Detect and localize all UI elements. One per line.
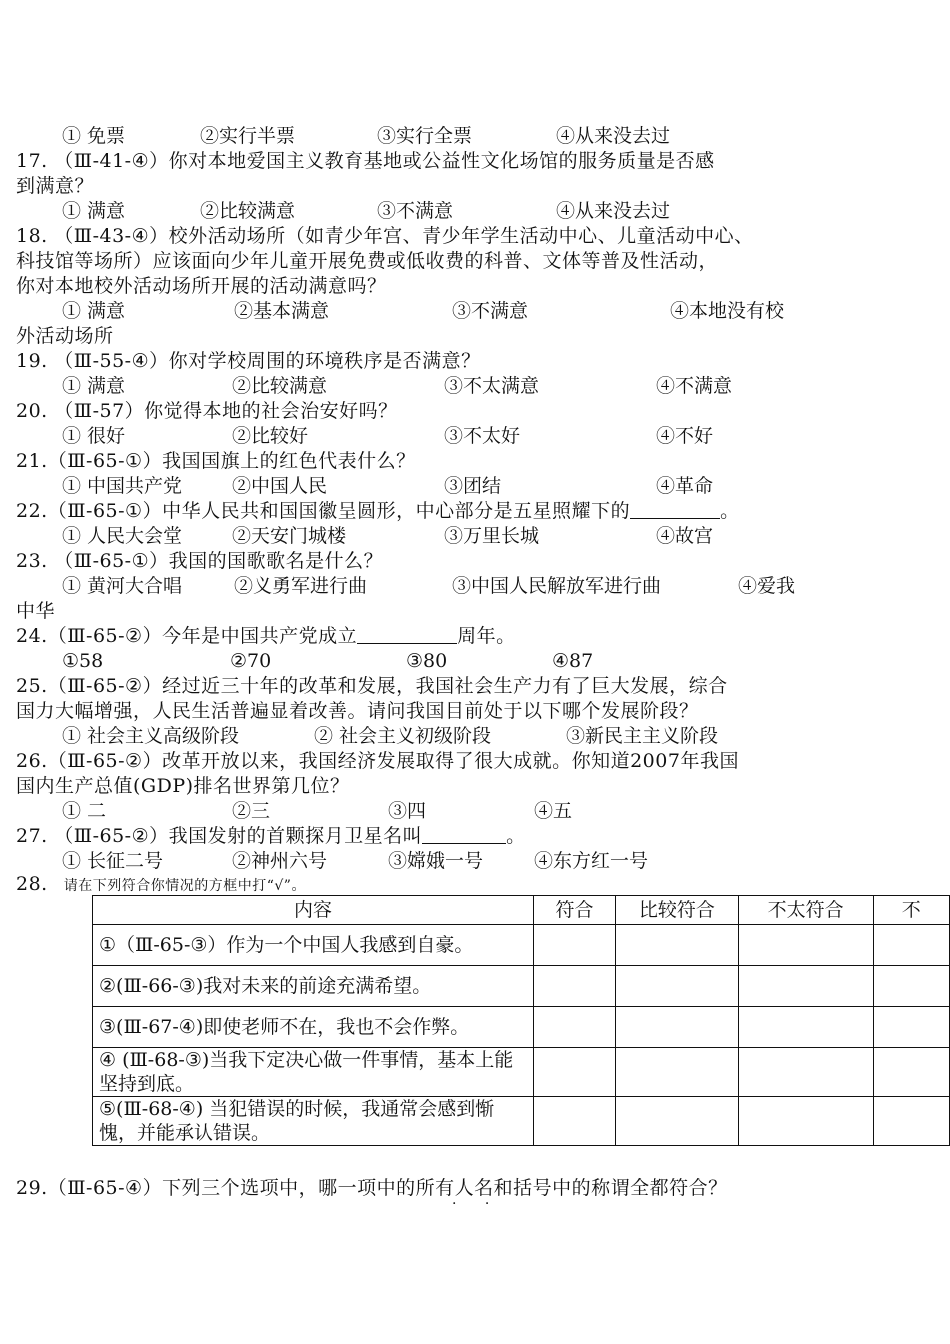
- q17-text-line-2: 到满意？: [16, 175, 95, 197]
- checkbox-cell[interactable]: [873, 1048, 949, 1097]
- q19-option-4: ④不满意: [656, 375, 733, 397]
- q17-option-3: ③不满意: [377, 200, 454, 222]
- q21-text-line-1: 21.（Ⅲ-65-①）我国国旗上的红色代表什么？: [16, 450, 416, 472]
- q28-instruction: 请在下列符合你情况的方框中打“√”。: [63, 878, 306, 894]
- q21-option-4: ④革命: [656, 475, 714, 497]
- q22-question-end: 。: [720, 500, 740, 522]
- q21-option-1: ① 中国共产党: [62, 475, 183, 497]
- q24-option-4: ④87: [552, 650, 594, 672]
- q27-answer-blank: [422, 825, 506, 844]
- q26-option-2: ②三: [232, 800, 271, 822]
- q20-option-1: ① 很好: [62, 425, 126, 447]
- q19-option-2: ②比较满意: [232, 375, 328, 397]
- q19-option-3: ③不太满意: [444, 375, 540, 397]
- checkbox-cell[interactable]: [616, 1048, 739, 1097]
- q24-question-end: 周年。: [457, 625, 516, 647]
- q21-option-2: ②中国人民: [232, 475, 328, 497]
- q27-option-1: ① 长征二号: [62, 850, 164, 872]
- q26-text-line-1: 26.（Ⅲ-65-②）改革开放以来，我国经济发展取得了很大成就。你知道2007年我国: [16, 750, 739, 772]
- q21-option-3: ③团结: [444, 475, 502, 497]
- q24-option-2: ②70: [230, 650, 272, 672]
- statement-4: ④ (Ⅲ-68-③)当我下定决心做一件事情，基本上能坚持到底。: [93, 1048, 534, 1097]
- q19-option-1: ① 满意: [62, 375, 126, 397]
- checkbox-cell[interactable]: [616, 1007, 739, 1048]
- emphasis-dots: · ·: [452, 1196, 502, 1212]
- q27-option-4: ④东方红一号: [534, 850, 649, 872]
- q25-text-line-1: 25.（Ⅲ-65-②）经过近三十年的改革和发展，我国社会生产力有了巨大发展，综合: [16, 675, 728, 697]
- statement-1: ①（Ⅲ-65-③）作为一个中国人我感到自豪。: [93, 925, 534, 966]
- checkbox-cell[interactable]: [738, 966, 873, 1007]
- q20-text-line-1: 20. （Ⅲ-57）你觉得本地的社会治安好吗？: [16, 400, 398, 422]
- q26-option-3: ③四: [388, 800, 427, 822]
- q24-option-1: ①58: [62, 650, 104, 672]
- table-row: [93, 1007, 950, 1048]
- header-does-not-fit: 不: [873, 896, 949, 925]
- checkbox-cell[interactable]: [534, 925, 616, 966]
- checkbox-cell[interactable]: [738, 1097, 873, 1146]
- q16-option-1: ① 免票: [62, 125, 126, 147]
- table-row: [93, 1097, 950, 1146]
- checkbox-cell[interactable]: [738, 1007, 873, 1048]
- checkbox-cell[interactable]: [738, 1048, 873, 1097]
- q23-option-2: ②义勇军进行曲: [234, 575, 368, 597]
- q18-option-2: ②基本满意: [234, 300, 330, 322]
- q27-option-3: ③嫦娥一号: [388, 850, 484, 872]
- table-row: [93, 966, 950, 1007]
- q18-text-line-3: 你对本地校外活动场所开展的活动满意吗？: [16, 275, 387, 297]
- q25-option-1: ① 社会主义高级阶段: [62, 725, 240, 747]
- header-content: 内容: [93, 896, 534, 925]
- q27-question-text: 27. （Ⅲ-65-②）我国发射的首颗探月卫星名叫: [16, 825, 423, 847]
- q27-text-line-1: [16, 824, 526, 849]
- q25-text-line-2: 国力大幅增强，人民生活普遍显着改善。请问我国目前处于以下哪个发展阶段？: [16, 700, 699, 722]
- q18-text-line-4: 外活动场所: [16, 325, 114, 347]
- q22-option-1: ① 人民大会堂: [62, 525, 183, 547]
- q20-option-4: ④不好: [656, 425, 714, 447]
- q25-option-2: ② 社会主义初级阶段: [314, 725, 492, 747]
- statement-3: ③(Ⅲ-67-④)即使老师不在，我也不会作弊。: [93, 1007, 534, 1048]
- q17-option-4: ④从来没去过: [556, 200, 671, 222]
- checkbox-cell[interactable]: [738, 925, 873, 966]
- checkbox-cell[interactable]: [873, 925, 949, 966]
- checkbox-cell[interactable]: [873, 1007, 949, 1048]
- q28-number: 28.: [16, 873, 48, 895]
- q27-option-2: ②神州六号: [232, 850, 328, 872]
- q16-option-4: ④从来没去过: [556, 125, 671, 147]
- q17-option-2: ②比较满意: [200, 200, 296, 222]
- table-row: [93, 925, 950, 966]
- checkbox-cell[interactable]: [616, 966, 739, 1007]
- checkbox-cell[interactable]: [534, 1097, 616, 1146]
- statement-2: ②(Ⅲ-66-③)我对未来的前途充满希望。: [93, 966, 534, 1007]
- q28-heading: [16, 872, 306, 897]
- q19-text-line-1: 19. （Ⅲ-55-④）你对学校周围的环境秩序是否满意？: [16, 350, 481, 372]
- q22-answer-blank: [630, 500, 720, 519]
- q18-text-line-2: 科技馆等场所）应该面向少年儿童开展免费或低收费的科普、文体等普及性活动，: [16, 250, 719, 272]
- q29-text-line-1: 29.（Ⅲ-65-④）下列三个选项中，哪一项中的所有人名和括号中的称谓全都符合？: [16, 1177, 728, 1199]
- q18-option-3: ③不满意: [452, 300, 529, 322]
- checkbox-cell[interactable]: [873, 1097, 949, 1146]
- q20-option-3: ③不太好: [444, 425, 521, 447]
- checkbox-cell[interactable]: [616, 1097, 739, 1146]
- q16-option-2: ②实行半票: [200, 125, 296, 147]
- q22-question-text: 22.（Ⅲ-65-①）中华人民共和国国徽呈圆形，中心部分是五星照耀下的: [16, 500, 631, 522]
- q22-text-line-1: [16, 499, 740, 524]
- q22-option-2: ②天安门城楼: [232, 525, 347, 547]
- q25-option-3: ③新民主主义阶段: [566, 725, 719, 747]
- q24-option-3: ③80: [406, 650, 448, 672]
- header-mostly-fits: 比较符合: [616, 896, 739, 925]
- q26-option-4: ④五: [534, 800, 573, 822]
- checkbox-cell[interactable]: [616, 925, 739, 966]
- q17-option-1: ① 满意: [62, 200, 126, 222]
- q26-option-1: ① 二: [62, 800, 107, 822]
- header-fits: 符合: [534, 896, 616, 925]
- q26-text-line-2: 国内生产总值(GDP)排名世界第几位？: [16, 775, 350, 797]
- checkbox-cell[interactable]: [534, 1007, 616, 1048]
- q23-option-4: ④爱我: [738, 575, 796, 597]
- q17-text-line-1: 17. （Ⅲ-41-④）你对本地爱国主义教育基地或公益性文化场馆的服务质量是否感: [16, 150, 715, 172]
- q22-option-3: ③万里长城: [444, 525, 540, 547]
- q20-option-2: ②比较好: [232, 425, 309, 447]
- table-row: [93, 1048, 950, 1097]
- q27-question-end: 。: [506, 825, 526, 847]
- q23-option-3: ③中国人民解放军进行曲: [452, 575, 662, 597]
- q24-answer-blank: [357, 625, 457, 644]
- q18-option-4: ④本地没有校: [670, 300, 785, 322]
- q18-option-1: ① 满意: [62, 300, 126, 322]
- q24-text-line-1: [16, 624, 516, 649]
- checkbox-cell[interactable]: [534, 1048, 616, 1097]
- q23-text-line-2: 中华: [16, 600, 56, 622]
- q16-option-3: ③实行全票: [377, 125, 473, 147]
- statement-5: ⑤(Ⅲ-68-④) 当犯错误的时候，我通常会感到惭愧，并能承认错误。: [93, 1097, 534, 1146]
- q28-self-assessment-table: [92, 895, 950, 1146]
- q18-text-line-1: 18. （Ⅲ-43-④）校外活动场所（如青少年宫、青少年学生活动中心、儿童活动中心、: [16, 225, 754, 247]
- table-header-row: [93, 896, 950, 925]
- checkbox-cell[interactable]: [873, 966, 949, 1007]
- q22-option-4: ④故宫: [656, 525, 714, 547]
- q24-question-text: 24.（Ⅲ-65-②）今年是中国共产党成立: [16, 625, 358, 647]
- header-not-quite-fits: 不太符合: [738, 896, 873, 925]
- checkbox-cell[interactable]: [534, 966, 616, 1007]
- q23-text-line-1: 23. （Ⅲ-65-①）我国的国歌歌名是什么？: [16, 550, 384, 572]
- q23-option-1: ① 黄河大合唱: [62, 575, 183, 597]
